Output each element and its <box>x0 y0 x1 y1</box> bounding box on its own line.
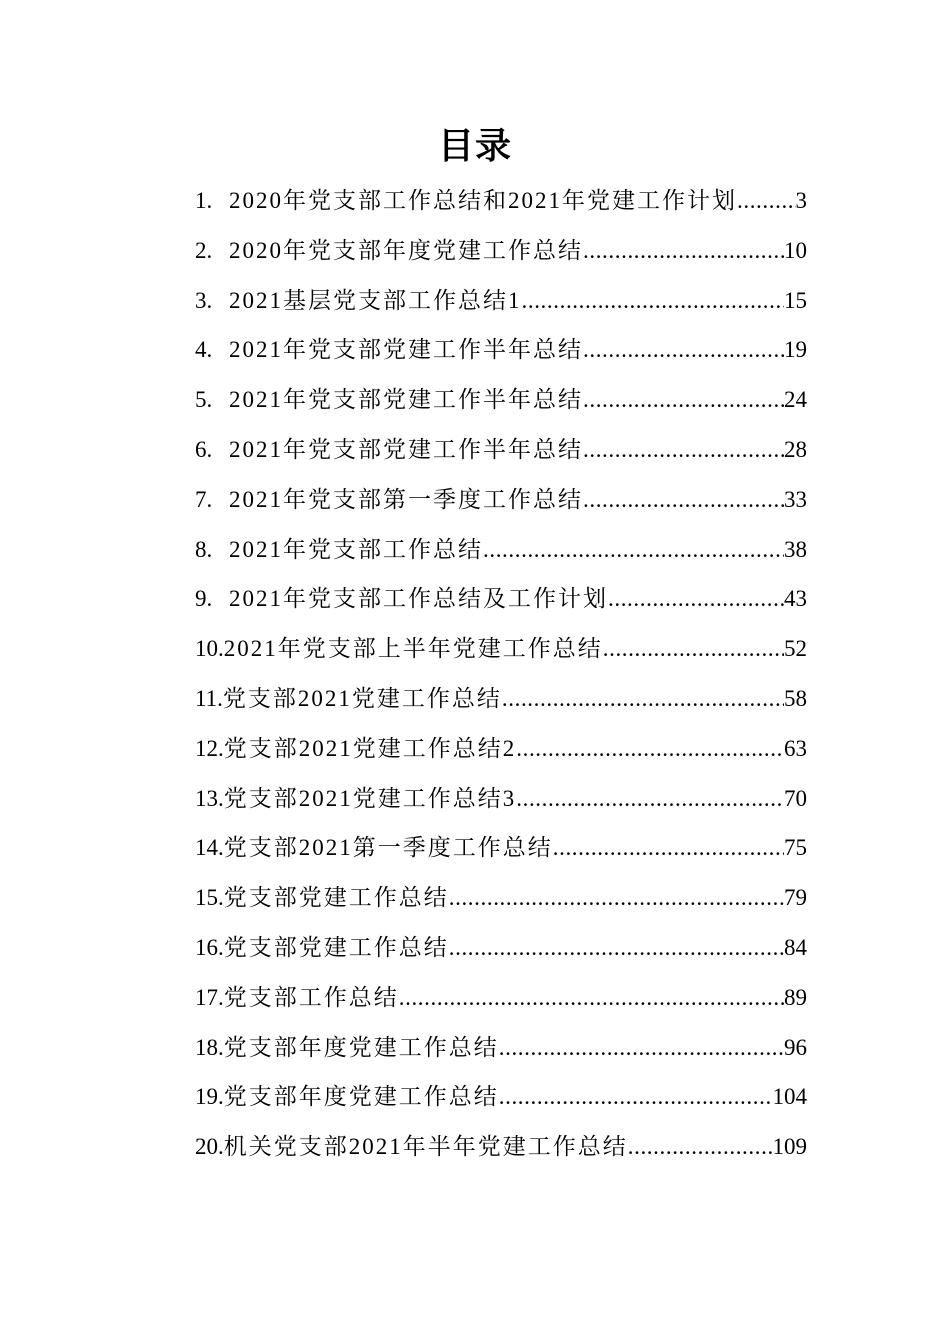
toc-entry-14[interactable] <box>195 825 807 875</box>
toc-dot-leader <box>522 278 785 324</box>
toc-entry-title: 党支部年度党建工作总结 <box>223 1084 499 1110</box>
toc-dot-leader <box>628 1124 773 1170</box>
toc-entry-number: 18. <box>195 1034 224 1060</box>
toc-entry-11[interactable] <box>195 676 807 726</box>
toc-entry-8[interactable] <box>195 527 807 577</box>
toc-entry-page: 33 <box>784 486 807 512</box>
toc-entry-page: 24 <box>784 387 807 413</box>
toc-entry-number: 13. <box>195 785 224 811</box>
toc-dot-leader <box>483 527 784 573</box>
toc-entry-title: 2021年党支部上半年党建工作总结 <box>223 636 603 662</box>
toc-entry-5[interactable] <box>195 377 807 427</box>
toc-entry-title: 党支部2021党建工作总结3 <box>223 785 517 811</box>
toc-entry-page: 89 <box>784 984 807 1010</box>
toc-dot-leader <box>449 925 784 971</box>
toc-entry-20[interactable] <box>195 1124 807 1174</box>
toc-entry-number: 15. <box>195 885 224 911</box>
toc-entry-4[interactable] <box>195 327 807 377</box>
toc-entry-number: 6. <box>195 436 213 462</box>
toc-entry-page: 79 <box>784 885 807 911</box>
toc-entry-number: 19. <box>195 1084 224 1110</box>
toc-entry-2[interactable] <box>195 228 807 278</box>
toc-entry-title: 2021年党支部第一季度工作总结 <box>229 486 583 512</box>
toc-entry-6[interactable] <box>195 427 807 477</box>
toc-entry-page: 10 <box>784 237 807 263</box>
toc-entry-title: 党支部工作总结 <box>223 984 399 1010</box>
toc-entry-page: 43 <box>784 586 807 612</box>
toc-entry-page: 19 <box>784 337 807 363</box>
toc-entry-title: 2020年党支部年度党建工作总结 <box>229 237 583 263</box>
toc-entry-number: 16. <box>195 934 224 960</box>
toc-entry-title: 党支部2021党建工作总结 <box>222 685 502 711</box>
toc-entry-number: 14. <box>195 835 224 861</box>
toc-entry-page: 15 <box>784 287 807 313</box>
toc-entry-19[interactable] <box>195 1074 807 1124</box>
toc-entry-number: 10. <box>195 636 224 662</box>
toc-entry-title: 2020年党支部工作总结和2021年党建工作计划 <box>229 188 737 213</box>
toc-entry-page: 84 <box>784 934 807 960</box>
toc-entry-page: 58 <box>784 685 807 711</box>
toc-entry-page: 52 <box>784 636 807 662</box>
toc-entry-title: 党支部党建工作总结 <box>223 934 449 960</box>
toc-entry-page: 70 <box>784 785 807 811</box>
toc-entry-number: 11. <box>195 685 223 711</box>
table-of-contents <box>195 178 807 1174</box>
toc-entry-title: 2021年党支部党建工作半年总结 <box>229 387 583 413</box>
toc-entry-number: 8. <box>195 536 213 562</box>
toc-dot-leader <box>583 228 784 274</box>
toc-dot-leader <box>399 975 784 1021</box>
toc-entry-title: 党支部年度党建工作总结 <box>223 1034 499 1060</box>
toc-entry-page: 38 <box>784 536 807 562</box>
toc-dot-leader <box>499 1074 773 1120</box>
toc-dot-leader <box>499 1025 784 1071</box>
toc-entry-13[interactable] <box>195 776 807 826</box>
toc-entry-10[interactable] <box>195 626 807 676</box>
toc-entry-page: 28 <box>784 436 807 462</box>
toc-entry-number: 2. <box>195 237 213 263</box>
toc-dot-leader <box>583 377 784 423</box>
toc-dot-leader <box>583 427 784 473</box>
toc-dot-leader <box>553 825 784 871</box>
page-title: 目录 <box>437 126 512 166</box>
toc-dot-leader <box>516 726 784 772</box>
toc-entry-title: 机关党支部2021年半年党建工作总结 <box>223 1134 628 1160</box>
toc-entry-number: 1. <box>195 188 213 213</box>
toc-entry-number: 5. <box>195 387 213 413</box>
toc-entry-title: 2021年党支部党建工作半年总结 <box>229 337 583 363</box>
toc-entry-number: 4. <box>195 337 213 363</box>
toc-entry-18[interactable] <box>195 1025 807 1075</box>
toc-entry-number: 9. <box>195 586 213 612</box>
toc-entry-page: 75 <box>784 835 807 861</box>
toc-entry-page: 104 <box>772 1084 807 1110</box>
toc-dot-leader <box>737 178 796 224</box>
toc-dot-leader <box>603 626 784 672</box>
toc-entry-page: 96 <box>784 1034 807 1060</box>
toc-dot-leader <box>449 875 784 921</box>
toc-entry-page: 109 <box>772 1134 807 1160</box>
toc-entry-1[interactable] <box>195 178 807 228</box>
toc-entry-title: 2021基层党支部工作总结1 <box>229 287 522 313</box>
toc-entry-title: 2021年党支部党建工作半年总结 <box>229 436 583 462</box>
toc-entry-17[interactable] <box>195 975 807 1025</box>
toc-entry-number: 12. <box>195 735 224 761</box>
toc-entry-number: 17. <box>195 984 224 1010</box>
toc-entry-9[interactable] <box>195 576 807 626</box>
toc-dot-leader <box>516 776 784 822</box>
toc-entry-number: 3. <box>195 287 213 313</box>
toc-entry-title: 2021年党支部工作总结 <box>229 536 483 562</box>
toc-entry-number: 20. <box>195 1134 224 1160</box>
toc-entry-15[interactable] <box>195 875 807 925</box>
toc-entry-page: 3 <box>795 188 807 213</box>
toc-dot-leader <box>502 676 784 722</box>
toc-dot-leader <box>583 477 784 523</box>
toc-entry-page: 63 <box>784 735 807 761</box>
toc-entry-title: 党支部2021党建工作总结2 <box>223 735 517 761</box>
toc-dot-leader <box>583 327 784 373</box>
toc-entry-3[interactable] <box>195 278 807 328</box>
toc-entry-7[interactable] <box>195 477 807 527</box>
toc-entry-16[interactable] <box>195 925 807 975</box>
toc-entry-number: 7. <box>195 486 213 512</box>
toc-entry-title: 党支部2021第一季度工作总结 <box>223 835 553 861</box>
toc-dot-leader <box>608 576 784 622</box>
toc-entry-title: 党支部党建工作总结 <box>223 885 449 911</box>
toc-entry-title: 2021年党支部工作总结及工作计划 <box>229 586 608 612</box>
toc-entry-12[interactable] <box>195 726 807 776</box>
